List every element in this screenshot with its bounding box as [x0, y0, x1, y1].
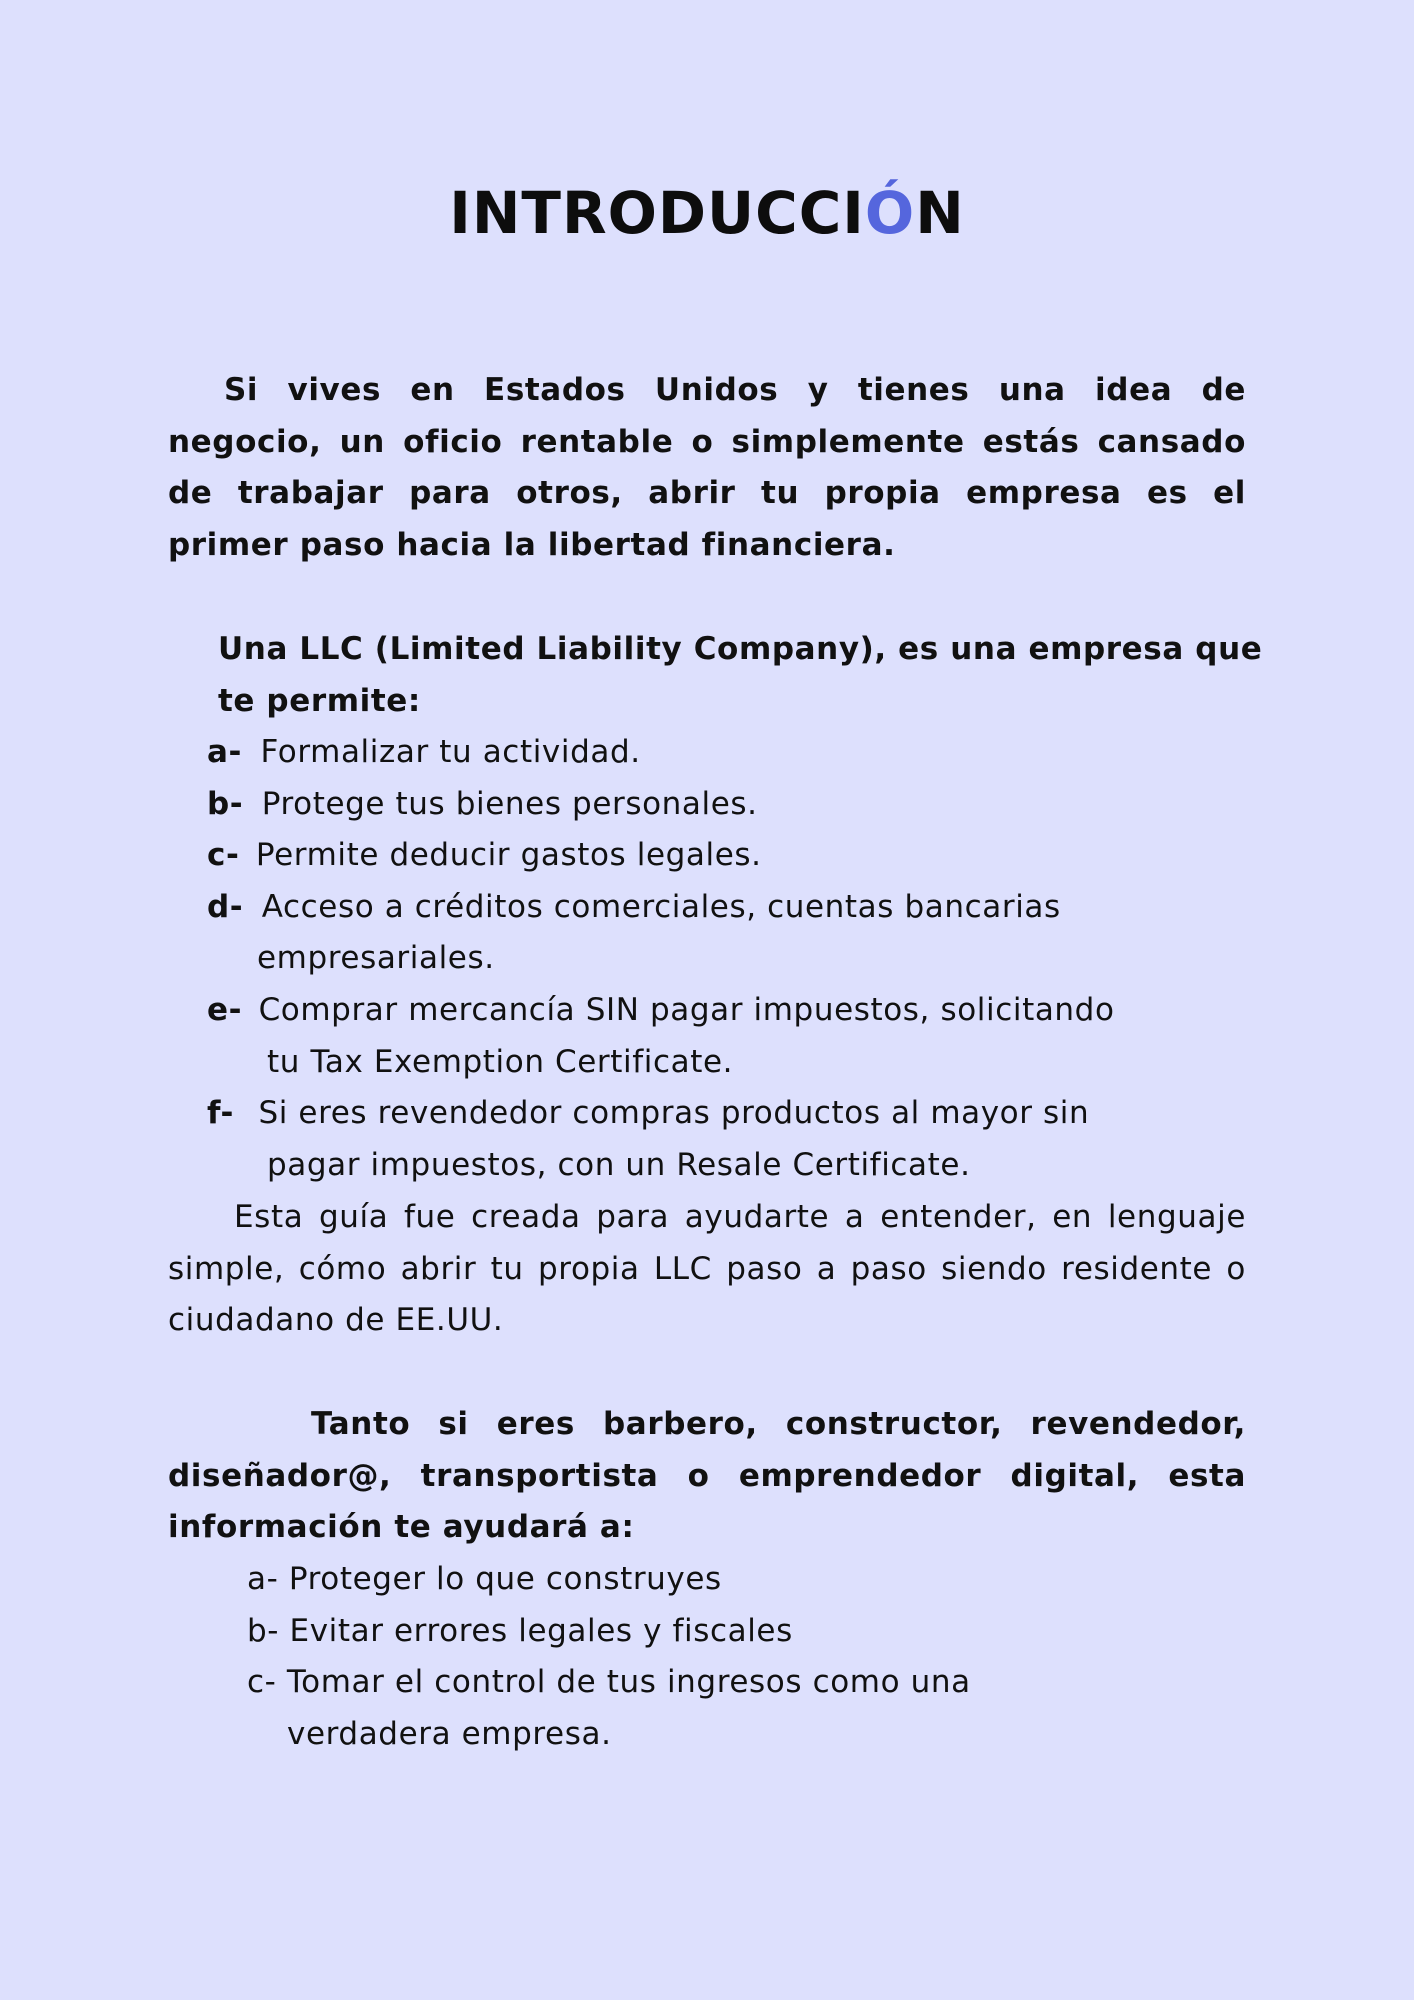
title-end: N — [915, 179, 965, 247]
benefit-text: Protege tus bienes personales. — [261, 786, 758, 822]
title-accent-letter: Ó — [864, 179, 916, 247]
benefit-continuation: empresariales. — [257, 940, 495, 976]
benefit-text: Comprar mercancía SIN pagar impuestos, solicitando — [258, 992, 1115, 1028]
llc-heading-line-2: te permite: — [218, 683, 421, 719]
benefit-item — [207, 882, 1061, 934]
benefit-label: f- — [207, 1095, 235, 1131]
benefit-continuation: tu Tax Exemption Certificate. — [267, 1044, 734, 1080]
benefit-continuation: pagar impuestos, con un Resale Certificate. — [267, 1147, 971, 1183]
page-title — [0, 178, 1414, 248]
benefit-item — [207, 830, 762, 882]
benefit-item — [207, 1088, 1089, 1140]
title-main: INTRODUCCI — [449, 179, 865, 247]
intro-paragraph: Si vives en Estados Unidos y tienes una idea de negocio, un oficio rentable o simplemente estás cansado de trabajar para otros, abrir tu propia empresa es el primer paso hacia la libertad financiera. — [168, 372, 1246, 563]
benefit-item — [207, 985, 1115, 1037]
benefit-label: e- — [207, 992, 243, 1028]
outcome-item: c- Tomar el control de tus ingresos como una — [247, 1664, 971, 1700]
benefit-text: Formalizar tu actividad. — [260, 734, 641, 770]
benefit-label: c- — [207, 837, 240, 873]
outcome-item: a- Proteger lo que construyes — [247, 1561, 722, 1597]
outcome-continuation: verdadera empresa. — [287, 1716, 612, 1752]
benefit-label: a- — [207, 734, 242, 770]
guide-paragraph: Esta guía fue creada para ayudarte a entender, en lenguaje simple, cómo abrir tu propia LLC paso a paso siendo residente o ciudadano de EE.UU. — [168, 1199, 1246, 1339]
audience-paragraph: Tanto si eres barbero, constructor, revendedor, diseñador@, transportista o emprendedor digital, esta información te ayudará a: — [168, 1406, 1246, 1546]
benefit-label: d- — [207, 889, 244, 925]
benefit-text: Si eres revendedor compras productos al mayor sin — [258, 1095, 1090, 1131]
benefit-text: Permite deducir gastos legales. — [255, 837, 762, 873]
benefit-item — [207, 779, 758, 831]
benefit-label: b- — [207, 786, 244, 822]
llc-heading-line-1: Una LLC (Limited Liability Company), es una empresa que — [218, 631, 1263, 667]
benefit-text: Acceso a créditos comerciales, cuentas bancarias — [261, 889, 1061, 925]
outcome-item: b- Evitar errores legales y fiscales — [247, 1613, 793, 1649]
benefit-item — [207, 727, 641, 779]
